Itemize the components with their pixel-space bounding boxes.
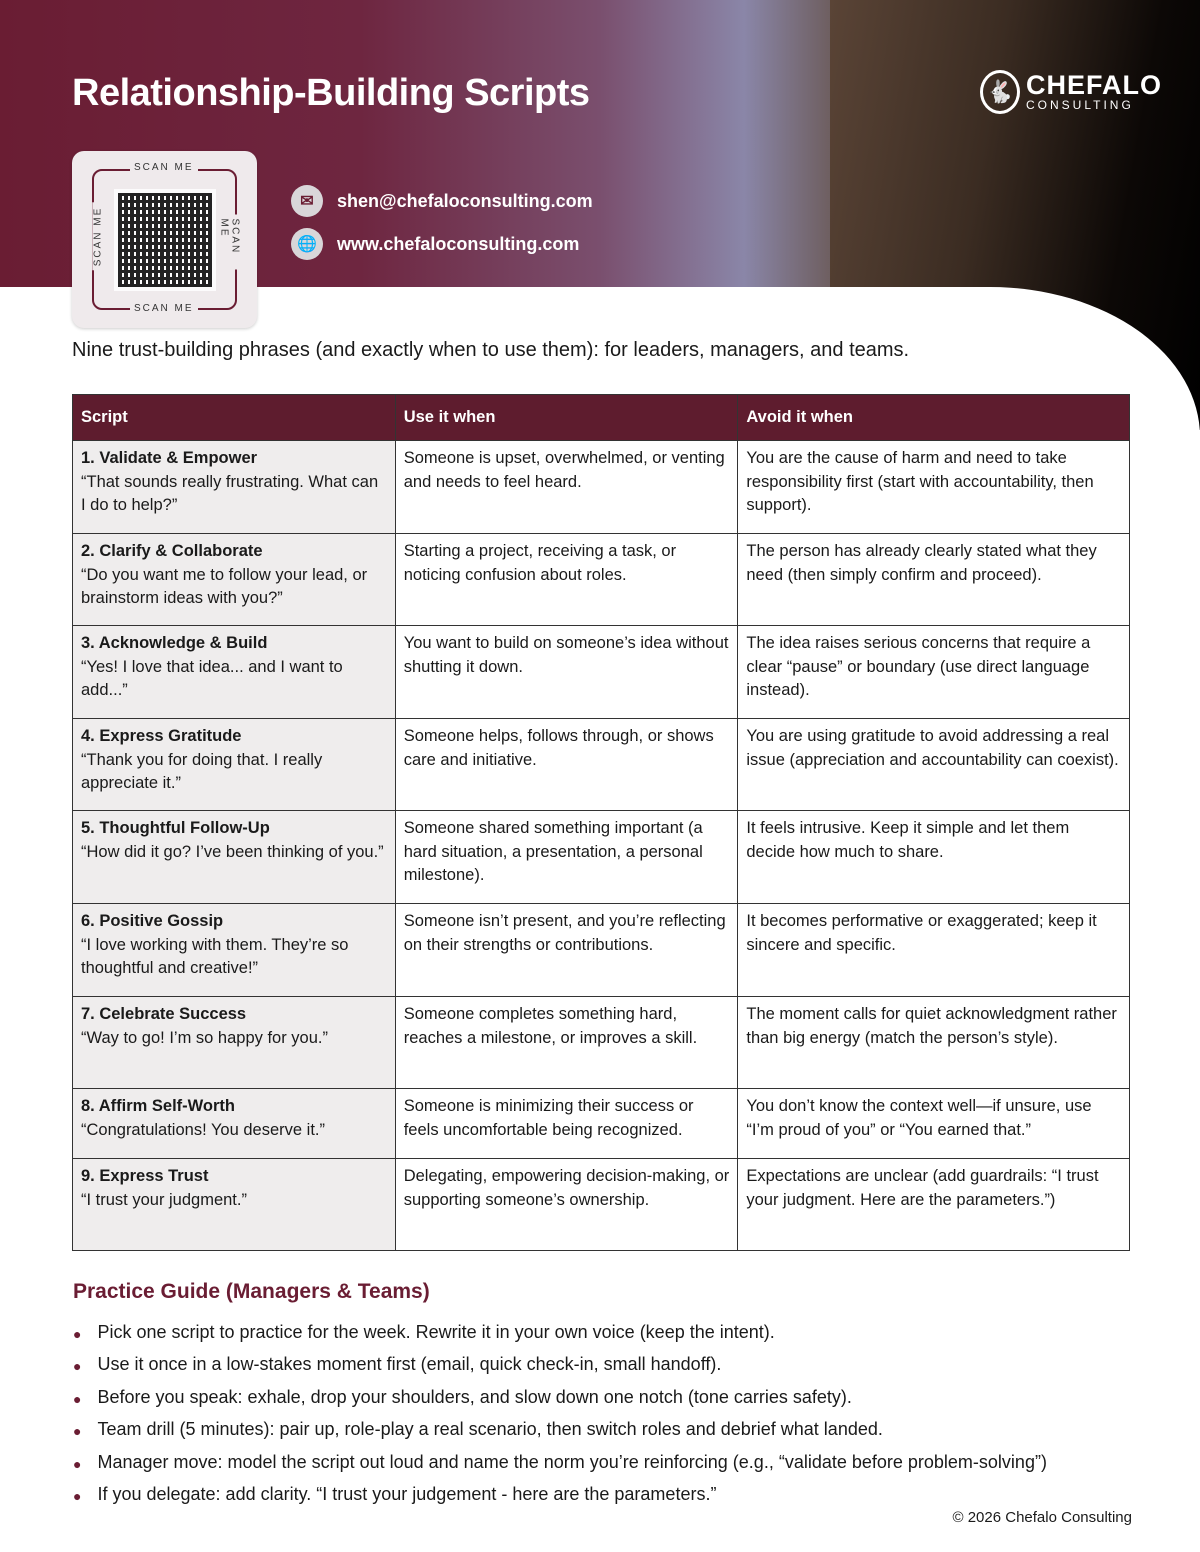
script-cell <box>73 534 396 626</box>
use-when-cell: Starting a project, receiving a task, or noticing confusion about roles. <box>395 534 738 626</box>
script-cell <box>73 441 396 534</box>
logo: 🐇 CHEFALO CONSULTING <box>980 70 1162 114</box>
avoid-when-cell: It becomes performative or exaggerated; keep it sincere and specific. <box>738 904 1130 997</box>
script-cell <box>73 719 396 811</box>
qr-card[interactable] <box>72 151 257 328</box>
qr-label: SCAN ME <box>130 303 198 314</box>
page-title: Relationship-Building Scripts <box>72 72 590 114</box>
use-when-cell: You want to build on someone’s idea without shutting it down. <box>395 626 738 719</box>
qr-label: SCAN ME <box>130 162 198 173</box>
qr-label: SCAN ME <box>219 215 241 270</box>
table-row <box>73 811 1130 904</box>
script-name: 6. Positive Gossip <box>81 912 224 930</box>
subtitle: Nine trust-building phrases (and exactly when to use them): for leaders, managers, and teams. <box>72 339 910 361</box>
avoid-when-cell: You don’t know the context well—if unsure, use “I’m proud of you” or “You earned that.” <box>738 1089 1130 1159</box>
bullet-icon: ● <box>73 1423 82 1440</box>
script-cell <box>73 811 396 904</box>
script-quote: “Thank you for doing that. I really appreciate it.” <box>81 750 323 792</box>
table-row <box>73 719 1130 811</box>
avoid-when-cell: The person has already clearly stated what they need (then simply confirm and proceed). <box>738 534 1130 626</box>
script-quote: “I love working with them. They’re so thoughtful and creative!” <box>81 935 349 977</box>
bullet-icon: ● <box>73 1326 82 1342</box>
table-row <box>73 534 1130 626</box>
website-contact[interactable]: 🌐 www.chefaloconsulting.com <box>291 228 579 260</box>
email-contact[interactable]: ✉ shen@chefaloconsulting.com <box>291 185 593 217</box>
practice-item: ● Team drill (5 minutes): pair up, role-play a real scenario, then switch roles and debrief what landed. <box>73 1419 1047 1451</box>
script-name: 1. Validate & Empower <box>81 449 258 467</box>
script-name: 9. Express Trust <box>81 1167 209 1185</box>
bullet-icon: ● <box>73 1358 82 1375</box>
table-row <box>73 1159 1130 1251</box>
table-row <box>73 1089 1130 1159</box>
script-cell <box>73 904 396 997</box>
column-header: Avoid it when <box>738 395 1130 441</box>
practice-item: ● If you delegate: add clarity. “I trust your judgement - here are the parameters.” <box>73 1484 1047 1516</box>
script-quote: “How did it go? I’ve been thinking of you.” <box>81 842 384 861</box>
column-header: Use it when <box>395 395 738 441</box>
script-name: 8. Affirm Self-Worth <box>81 1097 236 1115</box>
script-quote: “Congratulations! You deserve it.” <box>81 1120 325 1139</box>
table-row <box>73 626 1130 719</box>
use-when-cell: Someone is upset, overwhelmed, or venting and needs to feel heard. <box>395 441 738 534</box>
table-row <box>73 997 1130 1089</box>
avoid-when-cell: The idea raises serious concerns that require a clear “pause” or boundary (use direct language instead). <box>738 626 1130 719</box>
avoid-when-cell: You are the cause of harm and need to take responsibility first (start with accountability, then support). <box>738 441 1130 534</box>
copyright: © 2026 Chefalo Consulting <box>952 1509 1132 1526</box>
script-quote: “Yes! I love that idea... and I want to add...” <box>81 657 343 699</box>
use-when-cell: Delegating, empowering decision-making, or supporting someone’s ownership. <box>395 1159 738 1251</box>
script-name: 2. Clarify & Collaborate <box>81 542 263 560</box>
table-row <box>73 904 1130 997</box>
use-when-cell: Someone completes something hard, reaches a milestone, or improves a skill. <box>395 997 738 1089</box>
bullet-icon: ● <box>73 1455 82 1472</box>
script-cell <box>73 1089 396 1159</box>
bullet-icon: ● <box>73 1487 82 1504</box>
practice-item: ● Before you speak: exhale, drop your shoulders, and slow down one notch (tone carries safety). <box>73 1387 1047 1419</box>
avoid-when-cell: Expectations are unclear (add guardrails: “I trust your judgment. Here are the parameters.”) <box>738 1159 1130 1251</box>
table-row <box>73 441 1130 534</box>
script-name: 5. Thoughtful Follow-Up <box>81 819 270 837</box>
qr-code[interactable] <box>114 189 216 291</box>
script-cell <box>73 626 396 719</box>
envelope-icon: ✉ <box>291 185 323 217</box>
use-when-cell: Someone helps, follows through, or shows care and initiative. <box>395 719 738 811</box>
column-header: Script <box>73 395 396 441</box>
qr-label: SCAN ME <box>92 203 103 271</box>
globe-icon: 🌐 <box>291 228 323 260</box>
script-cell <box>73 1159 396 1251</box>
avoid-when-cell: You are using gratitude to avoid addressing a real issue (appreciation and accountability can coexist). <box>738 719 1130 811</box>
scripts-table <box>72 394 1130 1251</box>
script-quote: “That sounds really frustrating. What can I do to help?” <box>81 472 379 514</box>
use-when-cell: Someone shared something important (a hard situation, a presentation, a personal milestone). <box>395 811 738 904</box>
use-when-cell: Someone is minimizing their success or feels uncomfortable being recognized. <box>395 1089 738 1159</box>
script-name: 4. Express Gratitude <box>81 727 242 745</box>
practice-list <box>73 1322 1047 1516</box>
bullet-icon: ● <box>73 1390 82 1407</box>
avoid-when-cell: The moment calls for quiet acknowledgment rather than big energy (match the person’s style). <box>738 997 1130 1089</box>
rabbit-logo-icon: 🐇 <box>980 70 1020 114</box>
use-when-cell: Someone isn’t present, and you’re reflecting on their strengths or contributions. <box>395 904 738 997</box>
script-name: 7. Celebrate Success <box>81 1005 247 1023</box>
script-quote: “Do you want me to follow your lead, or brainstorm ideas with you?” <box>81 565 368 607</box>
practice-guide-title: Practice Guide (Managers & Teams) <box>73 1280 430 1303</box>
practice-item: ● Pick one script to practice for the week. Rewrite it in your own voice (keep the intent). <box>73 1322 1047 1354</box>
script-cell <box>73 997 396 1089</box>
script-quote: “I trust your judgment.” <box>81 1190 247 1209</box>
script-quote: “Way to go! I’m so happy for you.” <box>81 1028 328 1047</box>
practice-item: ● Manager move: model the script out loud and name the norm you’re reinforcing (e.g., “validate before problem-solving”) <box>73 1452 1047 1484</box>
avoid-when-cell: It feels intrusive. Keep it simple and let them decide how much to share. <box>738 811 1130 904</box>
practice-item: ● Use it once in a low-stakes moment first (email, quick check-in, small handoff). <box>73 1354 1047 1386</box>
script-name: 3. Acknowledge & Build <box>81 634 268 652</box>
